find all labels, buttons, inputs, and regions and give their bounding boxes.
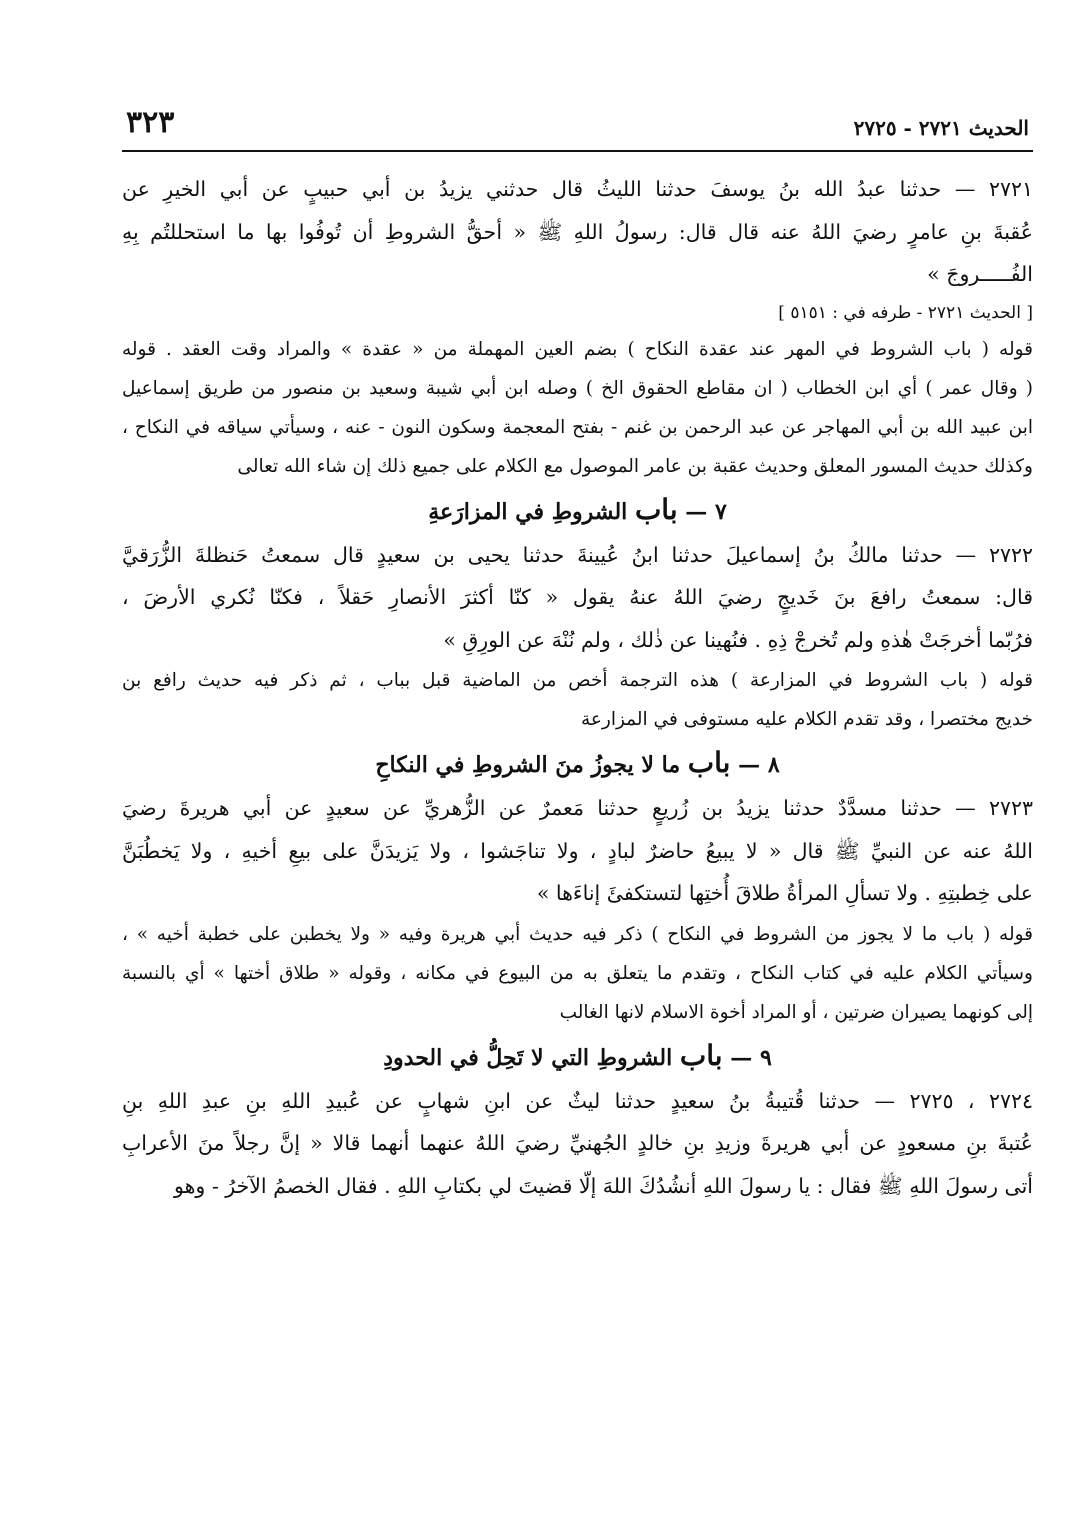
hadith-line: ٢٧٢٤ ، ٢٧٢٥ — حدثنا قُتيبةُ بنُ سعيدٍ حدثنا ليثٌ عن ابنِ شهابٍ عن عُبيدِ اللهِ بنِ عبدِ اللهِ بنِ — [122, 1088, 1033, 1113]
cross-reference: [ الحديث ٢٧٢١ - طرفه في : ٥١٥١ ] — [778, 302, 1033, 323]
chapter-label: باب — [679, 1038, 723, 1072]
hadith-line: أتى رسولَ اللهِ ﷺ فقال : يا رسولَ اللهِ أنشُدُكَ اللهَ إلّا قضيتَ لي بكتابِ اللهِ . فقال الخصمُ الآخرُ - وهو — [174, 1173, 1033, 1198]
commentary-line: قوله ( باب الشروط في المهر عند عقدة النكاح ) بضم العين المهملة من « عقدة » والمراد وقت العقد . قوله — [122, 338, 1033, 360]
chapter-heading — [122, 1032, 1033, 1080]
running-header — [122, 105, 1033, 152]
commentary-line: خديج مختصرا ، وقد تقدم الكلام عليه مستوفى في المزارعة — [580, 709, 1033, 730]
hadith-block — [122, 787, 1033, 915]
chapter-number: ٨ — — [738, 752, 780, 778]
hadith-line: ٢٧٢٢ — حدثنا مالكُ بنُ إسماعيلَ حدثنا ابنُ عُيينةَ حدثنا يحيى بن سعيدٍ قال سمعتُ حَنظلةَ الزُّرَقيَّ — [122, 542, 1033, 567]
hadith-block — [122, 534, 1033, 662]
commentary-line: وسيأتي الكلام عليه في كتاب النكاح ، وتقدم ما يتعلق به من البيوع في مكانه ، وقوله « طلاق أختها » أي بالنسبة — [122, 962, 1033, 984]
chapter-title: الشروطِ التي لا تَحِلُّ في الحدودِ — [383, 1044, 673, 1071]
hadith-line: على خِطبتِهِ . ولا تسألِ المرأةُ طلاقَ أُختِها لتستكفئَ إناءَها » — [536, 881, 1033, 905]
commentary-line: ( وقال عمر ) أي ابن الخطاب ( ان مقاطع الحقوق الخ ) وصله ابن أبي شيبة وسعيد بن منصور من طريق إسماعيل — [122, 377, 1033, 399]
hadith-block — [122, 168, 1033, 296]
hadith-line: ٢٧٢٣ — حدثنا مسدَّدٌ حدثنا يزيدُ بن زُريعٍ حدثنا مَعمرٌ عن الزُّهريِّ عن سعيدٍ عن أبي هريرةَ رضيَ — [122, 796, 1033, 820]
hadith-line: اللهُ عنه عن النبيِّ ﷺ قال « لا يبيعُ حاضرٌ لبادٍ ، ولا تناجَشوا ، ولا يَزيدَنَّ على بيعِ أخيهِ ، ولا يَخطُبَنَّ — [122, 838, 1033, 863]
commentary-line: قوله ( باب الشروط في المزارعة ) هذه الترجمة أخص من الماضية قبل بباب ، ثم ذكر فيه حديث رافع بن — [122, 670, 1033, 691]
hadith-line: فرُبّما أخرجَتْ هٰذهِ ولم تُخرجْ ذِهِ . فنُهينا عن ذٰلك ، ولم نُنْهَ عن الورِقِ » — [443, 627, 1033, 652]
commentary-block — [122, 330, 1033, 486]
hadith-block — [122, 1080, 1033, 1208]
hadith-line: الفُـــــروجَ » — [927, 262, 1033, 286]
chapter-label: باب — [634, 492, 678, 526]
hadith-line: عُتبةَ بنِ مسعودٍ عن أبي هريرةَ وزيدِ بنِ خالدٍ الجُهنيِّ رضيَ اللهُ عنهما أنهما قالا « إنَّ رجلاً منَ الأعرابِ — [122, 1131, 1033, 1155]
chapter-label: باب — [687, 746, 731, 779]
chapter-heading — [122, 739, 1033, 787]
chapter-number: ٧ — — [685, 498, 727, 525]
chapter-heading — [122, 486, 1033, 534]
hadith-line: ٢٧٢١ — حدثنا عبدُ الله بنُ يوسفَ حدثنا الليثُ قال حدثني يزيدُ بن أبي حبيبٍ عن أبي الخيرِ عن — [122, 177, 1033, 201]
page-body — [122, 168, 1033, 1207]
header-title: الحديث ٢٧٢١ - ٢٧٢٥ — [853, 116, 1029, 140]
page-number: ٣٢٣ — [126, 105, 175, 140]
commentary-line: وكذلك حديث المسور المعلق وحديث عقبة بن عامر الموصول مع الكلام على جميع ذلك إن شاء الله تعالى — [237, 455, 1033, 477]
commentary-block — [122, 661, 1033, 739]
hadith-line: قال: سمعتُ رافعَ بنَ خَديجٍ رضيَ اللهُ عنهُ يقول « كنّا أكثرَ الأنصارِ حَقلاً ، فكنّا نُكري الأرضَ ، — [122, 585, 1033, 609]
chapter-title: ما لا يجوزُ منَ الشروطِ في النكاحِ — [375, 752, 681, 778]
hadith-line: عُقبةَ بنِ عامرٍ رضيَ اللهُ عنه قال قال: رسولُ اللهِ ﷺ « أحقُّ الشروطِ أن تُوفُوا بها ما استحللتُم بِهِ — [122, 219, 1033, 244]
commentary-line: قوله ( باب ما لا يجوز من الشروط في النكاح ) ذكر فيه حديث أبي هريرة وفيه « ولا يخطبن على خطبة أخيه » ، — [122, 923, 1033, 945]
chapter-number: ٩ — — [730, 1044, 772, 1071]
chapter-title: الشروطِ في المزارَعةِ — [428, 498, 628, 525]
commentary-line: ابن عبيد الله بن أبي المهاجر عن عبد الرحمن بن غنم - بفتح المعجمة وسكون النون - عنه ، وسيأتي سياقه في النكاح ، — [122, 416, 1033, 438]
commentary-line: إلى كونهما يصيران ضرتين ، أو المراد أخوة الاسلام لانها الغالب — [559, 1001, 1033, 1023]
commentary-block — [122, 915, 1033, 1032]
